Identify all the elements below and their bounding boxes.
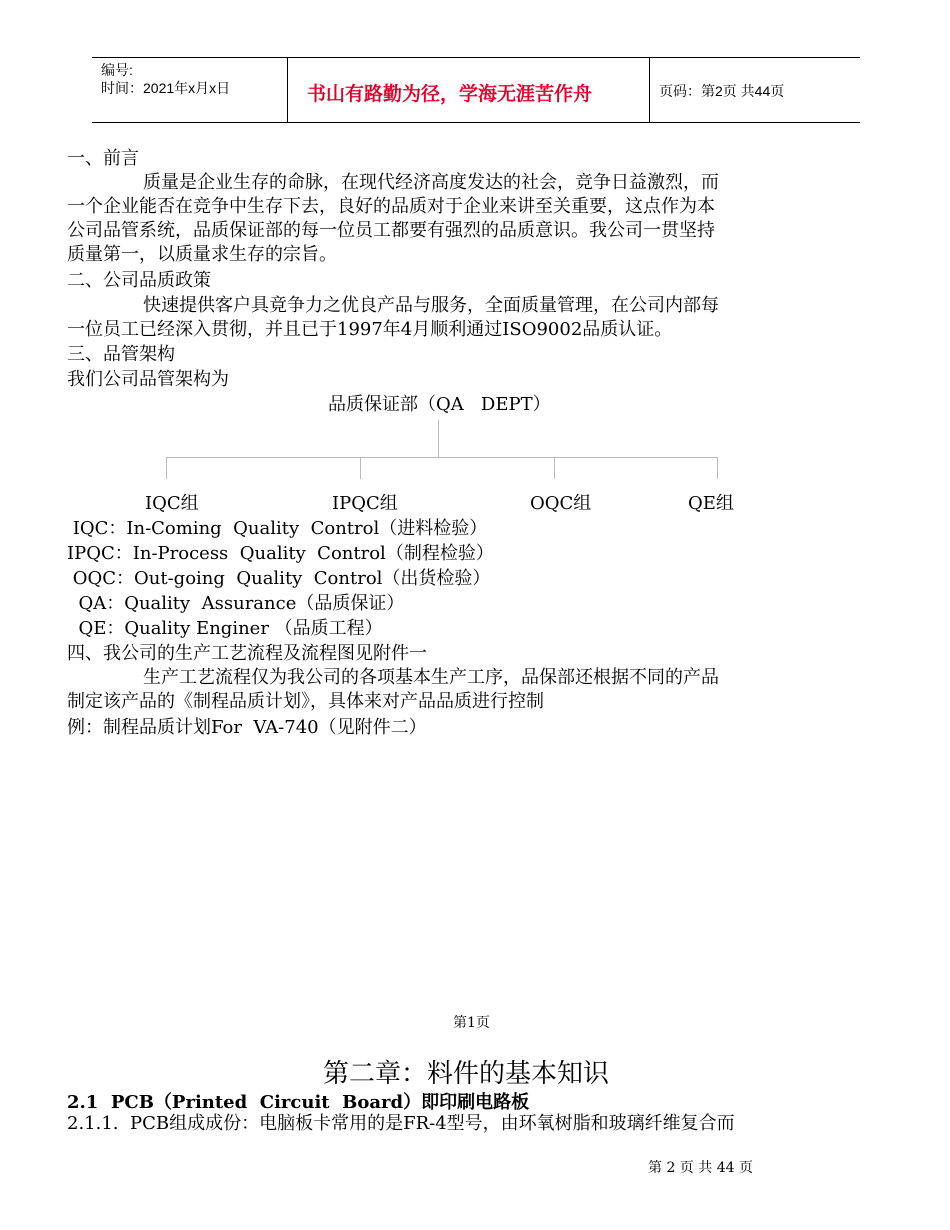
section-1-paragraph-line-2: 一个企业能否在竞争中生存下去，良好的品质对于企业来讲至关重要，这点作为本 (67, 196, 715, 217)
header-motto: 书山有路勤为径，学海无涯苦作舟 (307, 83, 593, 105)
section-1-paragraph-line-3: 公司品管系统，品质保证部的每一位员工都要有强烈的品质意识。我公司一贯坚持 (67, 220, 715, 241)
org-chart-node-iqc: IQC组 (145, 493, 199, 514)
org-chart-branch-3 (554, 457, 555, 479)
org-chart-root: 品质保证部（QA DEPT） (328, 394, 551, 415)
org-chart-node-qe: QE组 (688, 493, 734, 514)
definition-ipqc: IPQC：In-Process Quality Control（制程检验） (67, 543, 494, 564)
page-1-footer: 第1页 (453, 1015, 490, 1031)
section-4-title: 四、我公司的生产工艺流程及流程图见附件一 (67, 643, 427, 664)
section-2-title: 二、公司品质政策 (67, 270, 211, 291)
header-page-info: 页码：第2页 共44页 (659, 83, 785, 99)
org-chart-branch-2 (360, 457, 361, 479)
header-date-label: 时间：2021年x月x日 (101, 80, 231, 96)
org-chart-node-oqc: OQC组 (530, 493, 592, 514)
section-1-paragraph-line-1: 质量是企业生存的命脉，在现代经济高度发达的社会，竞争日益激烈，而 (143, 172, 719, 193)
org-chart-branch-1 (166, 457, 167, 479)
section-3-intro: 我们公司品管架构为 (67, 369, 229, 390)
org-chart-horizontal-bar (166, 457, 718, 458)
section-2-1-heading: 2.1 PCB（Printed Circuit Board）即印刷电路板 (67, 1092, 530, 1113)
definition-qa: QA：Quality Assurance（品质保证） (67, 593, 405, 614)
section-2-paragraph-line-1: 快速提供客户具竟争力之优良产品与服务，全面质量管理，在公司内部每 (143, 295, 719, 316)
section-4-paragraph-line-2: 制定该产品的《制程品质计划》，具体来对产品品质进行控制 (67, 691, 544, 712)
org-chart-branch-4 (717, 457, 718, 479)
section-2-1-1-paragraph: 2.1.1. PCB组成成份：电脑板卡常用的是FR-4型号，由环氧树脂和玻璃纤维复合而 (67, 1113, 735, 1134)
org-chart-node-ipqc: IPQC组 (332, 493, 398, 514)
section-1-title: 一、前言 (67, 148, 139, 169)
section-3-title: 三、品管架构 (67, 344, 175, 365)
header-divider-right (649, 57, 650, 122)
chapter-2-title: 第二章：料件的基本知识 (323, 1059, 610, 1089)
header-code-label: 编号: (101, 62, 133, 78)
org-chart-root-connector (438, 420, 439, 458)
section-1-paragraph-line-4: 质量第一，以质量求生存的宗旨。 (67, 244, 337, 265)
header-bottom-rule (92, 122, 860, 123)
section-4-example: 例：制程品质计划For VA-740（见附件二） (67, 717, 427, 738)
definition-oqc: OQC：Out-going Quality Control（出货检验） (67, 568, 491, 589)
header-top-rule (92, 57, 860, 58)
definition-iqc: IQC：In-Coming Quality Control（进料检验） (67, 518, 488, 539)
section-2-paragraph-line-2: 一位员工已经深入贯彻，并且已于1997年4月顺利通过ISO9002品质认证。 (67, 319, 673, 340)
page-2-footer: 第 2 页 共 44 页 (648, 1160, 753, 1176)
section-4-paragraph-line-1: 生产工艺流程仅为我公司的各项基本生产工序，品保部还根据不同的产品 (143, 667, 719, 688)
definition-qe: QE：Quality Enginer （品质工程） (67, 618, 383, 639)
header-divider-left (287, 57, 288, 122)
